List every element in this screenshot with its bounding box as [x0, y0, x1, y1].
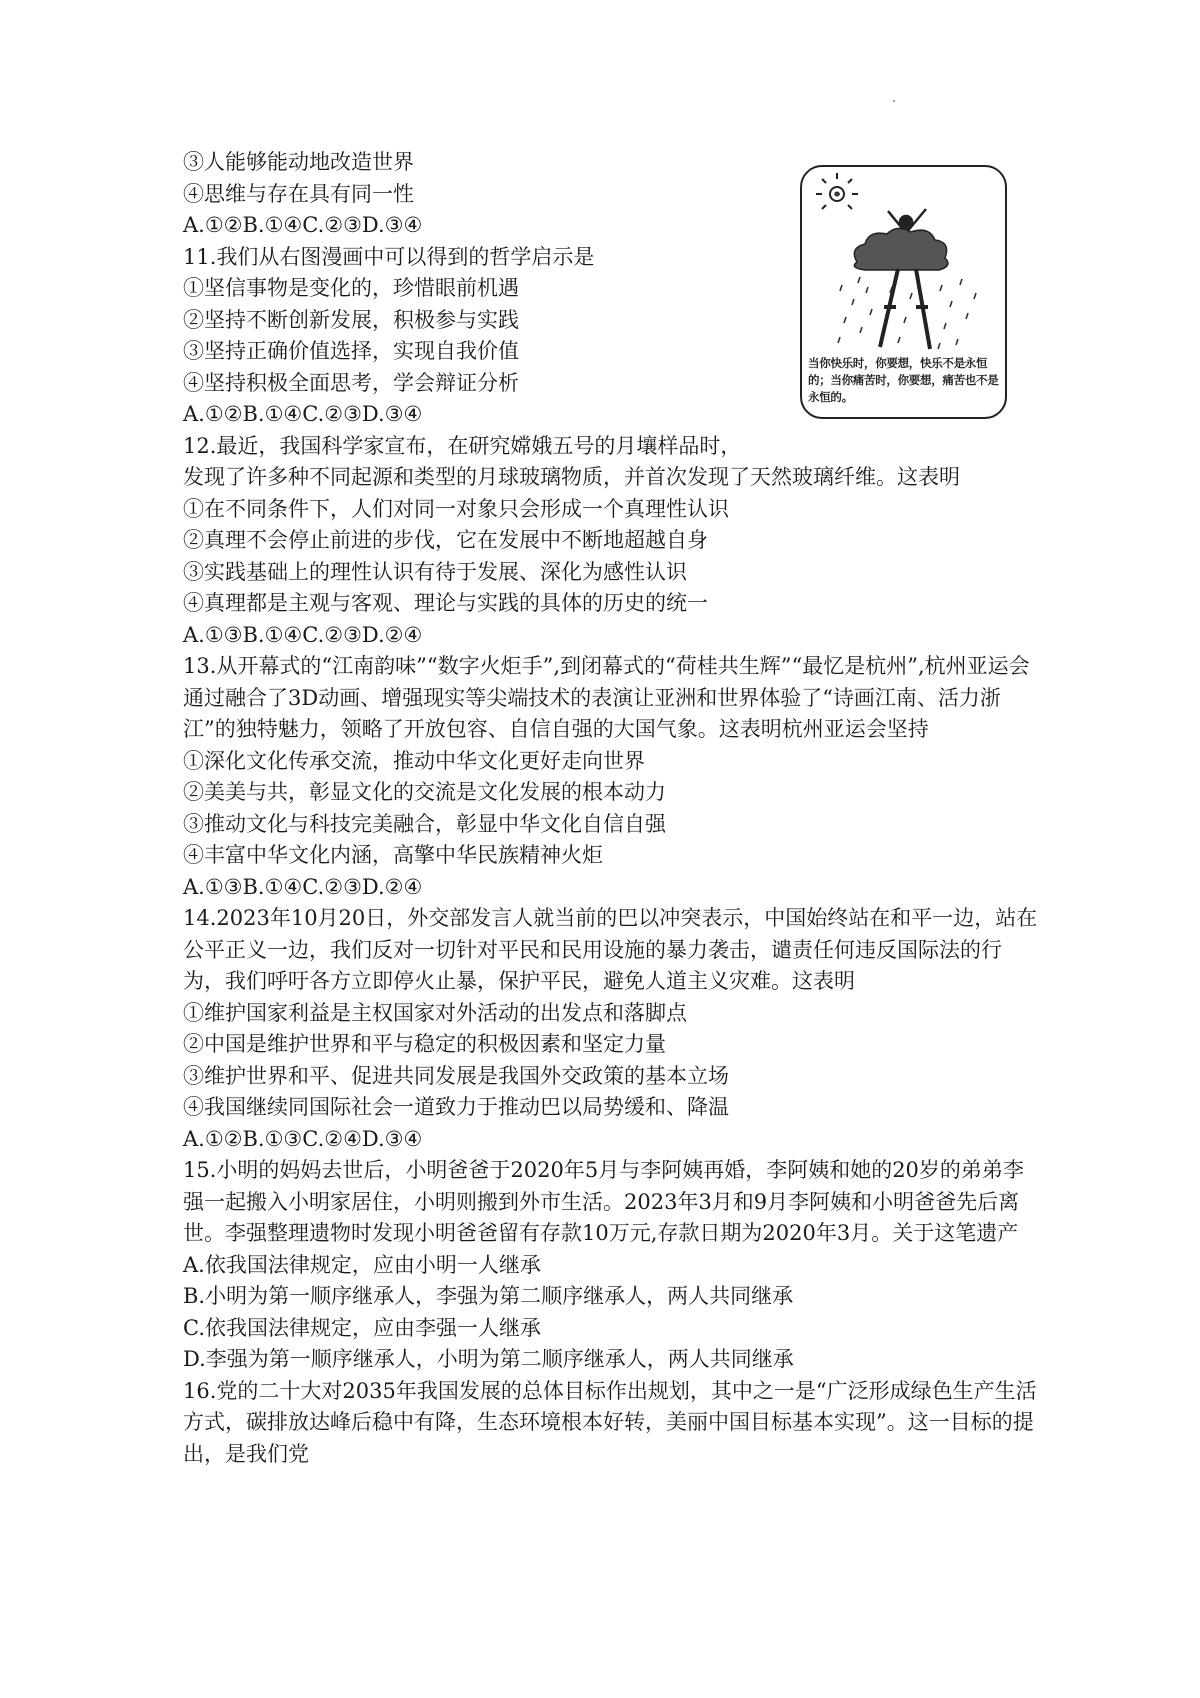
option-line: ①在不同条件下，人们对同一对象只会形成一个真理性认识	[183, 496, 729, 521]
option-line: ③坚持正确价值选择，实现自我价值	[183, 339, 519, 363]
stilts	[880, 269, 930, 349]
option-line: ④丰富中华文化内涵，高擎中华民族精神火炬	[183, 843, 603, 867]
option-line: ①坚信事物是变化的，珍惜眼前机遇	[183, 276, 519, 300]
option-line: ②美美与共，彰显文化的交流是文化发展的根本动力	[183, 780, 666, 804]
question-11-stem: 11.我们从右图漫画中可以得到的哲学启示是	[183, 244, 595, 269]
cloud-shape	[854, 228, 948, 270]
option-line: ③推动文化与科技完美融合，彰显中华文化自信自强	[183, 811, 666, 836]
sun-icon	[816, 173, 858, 209]
answer-choices: A.①③B.①④C.②③D.②④	[183, 622, 423, 647]
question-12-stem-cont: 发现了许多种不同起源和类型的月球玻璃物质，并首次发现了天然玻璃纤维。这表明	[183, 465, 960, 489]
answer-choices: A.①②B.①④C.②③D.③④	[183, 213, 423, 237]
answer-choices: A.①②B.①③C.②④D.③④	[183, 1126, 423, 1151]
option-line: ①深化文化传承交流，推动中华文化更好走向世界	[183, 748, 645, 773]
option-line: ②坚持不断创新发展，积极参与实践	[183, 307, 519, 332]
option-line: ④思维与存在具有同一性	[183, 181, 414, 206]
option-line: ②真理不会停止前进的步伐，它在发展中不断地超越自身	[183, 528, 708, 552]
question-13-stem: 13.从开幕式的“江南韵味”“数字火炬手”,到闭幕式的“荷桂共生辉”“最忆是杭州”,杭州亚运会通过融合了3D动画、增强现实等尖端技术的表演让亚洲和世界体验了“诗画江南、活力浙江”的独特魅力，领略了开放包容、自信自强的大国气象。这表明杭州亚运会坚持	[183, 654, 1030, 741]
option-line: ④我国继续同国际社会一道致力于推动巴以局势缓和、降温	[183, 1095, 729, 1119]
question-15-stem: 15.小明的妈妈去世后，小明爸爸于2020年5月与李阿姨再婚，李阿姨和她的20岁的弟弟李强一起搬入小明家居住，小明则搬到外市生活。2023年3月和9月李阿姨和小明爸爸先后离世。李强整理遗物时发现小明爸爸留有存款10万元,存款日期为2020年3月。关于这笔遗产	[183, 1158, 1024, 1245]
option-c: C.依我国法律规定，应由李强一人继承	[183, 1315, 541, 1340]
option-b: B.小明为第一顺序继承人，李强为第二顺序继承人，两人共同继承	[183, 1284, 794, 1308]
answer-choices: A.①②B.①④C.②③D.③④	[183, 402, 423, 426]
answer-choices: A.①③B.①④C.②③D.②④	[183, 874, 423, 899]
option-line: ①维护国家利益是主权国家对外活动的出发点和落脚点	[183, 1000, 687, 1025]
option-line: ③维护世界和平、促进共同发展是我国外交政策的基本立场	[183, 1063, 729, 1088]
question-16-stem: 16.党的二十大对2035年我国发展的总体目标作出规划，其中之一是“广泛形成绿色生产生活方式，碳排放达峰后稳中有降，生态环境根本好转，美丽中国目标基本实现”。这一目标的提出，是我们党	[183, 1378, 1037, 1466]
option-a: A.依我国法律规定，应由小明一人继承	[183, 1252, 541, 1277]
option-line: ④坚持积极全面思考，学会辩证分析	[183, 370, 519, 395]
option-line: ③人能够能动地改造世界	[183, 150, 414, 174]
scan-speck	[893, 100, 895, 102]
option-line: ④真理都是主观与客观、理论与实践的具体的历史的统一	[183, 591, 708, 615]
philosophy-cartoon	[800, 165, 1007, 419]
rain-drops	[838, 277, 976, 349]
option-line: ③实践基础上的理性认识有待于发展、深化为感性认识	[183, 559, 687, 584]
question-12-stem: 12.最近，我国科学家宣布，在研究嫦娥五号的月壤样品时，	[183, 433, 742, 458]
option-line: ②中国是维护世界和平与稳定的积极因素和坚定力量	[183, 1032, 666, 1056]
cartoon-caption: 当你快乐时，你要想，快乐不是永恒的；当你痛苦时，你要想，痛苦也不是永恒的。	[808, 356, 999, 404]
option-d: D.李强为第一顺序继承人，小明为第二顺序继承人，两人共同继承	[183, 1347, 794, 1371]
question-14-stem: 14.2023年10月20日，外交部发言人就当前的巴以冲突表示，中国始终站在和平一边，站在公平正义一边，我们反对一切针对平民和民用设施的暴力袭击，谴责任何违反国际法的行为，我们呼吁各方立即停火止暴，保护平民，避免人道主义灾难。这表明	[183, 906, 1038, 993]
